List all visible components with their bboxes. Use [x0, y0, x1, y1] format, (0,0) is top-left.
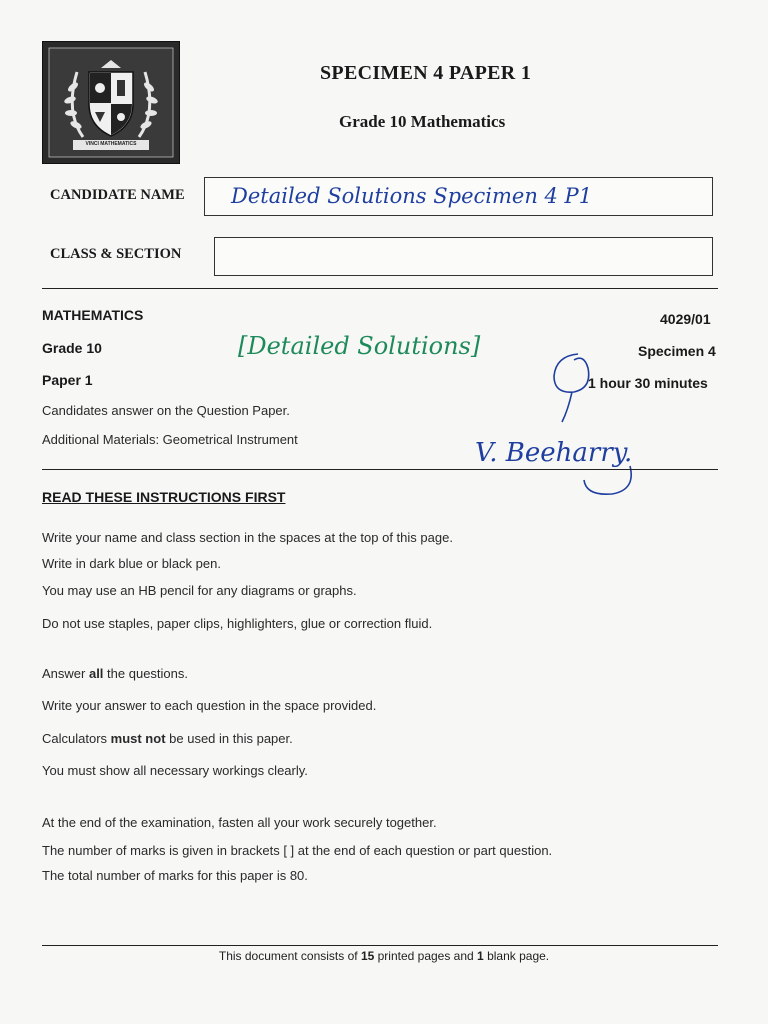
instruction-line [42, 666, 188, 681]
instruction-line [42, 731, 293, 746]
signature-flourish-icon [578, 462, 638, 498]
paper-code: 4029/01 [660, 311, 711, 327]
instruction-emphasis: must not [110, 731, 166, 746]
divider-top [42, 288, 718, 289]
instruction-text: Answer [42, 666, 89, 681]
instruction-emphasis: all [88, 666, 104, 681]
class-section-label: CLASS & SECTION [50, 246, 182, 262]
blank-page-count: 1 [477, 949, 484, 963]
printed-page-count: 15 [360, 949, 375, 963]
duration-label: 1 hour 30 minutes [588, 375, 708, 391]
divider-middle [42, 469, 718, 470]
footer-text: This document consists of [218, 949, 361, 963]
instruction-line: The total number of marks for this paper is 80. [42, 868, 308, 883]
page-footer [0, 949, 768, 963]
footer-text: blank page. [483, 949, 550, 963]
grade-label: Grade 10 [42, 340, 102, 356]
candidate-name-label: CANDIDATE NAME [50, 187, 185, 203]
instructions-heading: READ THESE INSTRUCTIONS FIRST [42, 489, 286, 505]
answer-note: Candidates answer on the Question Paper. [42, 403, 290, 418]
instruction-line: Write your answer to each question in the space provided. [42, 698, 377, 713]
page-title: SPECIMEN 4 PAPER 1 [320, 62, 532, 84]
instruction-text: Calculators [42, 731, 111, 746]
school-logo [42, 41, 180, 164]
instruction-line: Write your name and class section in the spaces at the top of this page. [42, 530, 453, 545]
class-section-field[interactable] [214, 237, 713, 276]
instruction-line: Do not use staples, paper clips, highlighters, glue or correction fluid. [42, 616, 433, 631]
paper-number-label: Paper 1 [42, 372, 93, 388]
handwritten-solutions-note: [Detailed Solutions] [238, 332, 481, 360]
divider-bottom [42, 945, 718, 946]
specimen-label: Specimen 4 [638, 343, 716, 359]
candidate-name-value: Detailed Solutions Specimen 4 P1 [231, 184, 593, 208]
logo-banner-text: VINCI MATHEMATICS [85, 141, 137, 147]
instruction-line: The number of marks is given in brackets [ ] at the end of each question or part question. [42, 843, 553, 858]
instruction-line: At the end of the examination, fasten all your work securely together. [42, 815, 437, 830]
instruction-line: Write in dark blue or black pen. [42, 556, 221, 571]
materials-note: Additional Materials: Geometrical Instrument [42, 432, 298, 447]
instruction-line: You may use an HB pencil for any diagrams or graphs. [42, 583, 357, 598]
footer-text: printed pages and [374, 949, 478, 963]
instruction-line: You must show all necessary workings clearly. [42, 763, 308, 778]
instruction-text: the questions. [103, 666, 188, 681]
subject-label: MATHEMATICS [42, 307, 144, 323]
signature: V. Beeharry. [475, 438, 633, 468]
instruction-text: be used in this paper. [165, 731, 293, 746]
candidate-name-field[interactable] [204, 177, 713, 216]
page-subtitle: Grade 10 Mathematics [339, 112, 506, 131]
